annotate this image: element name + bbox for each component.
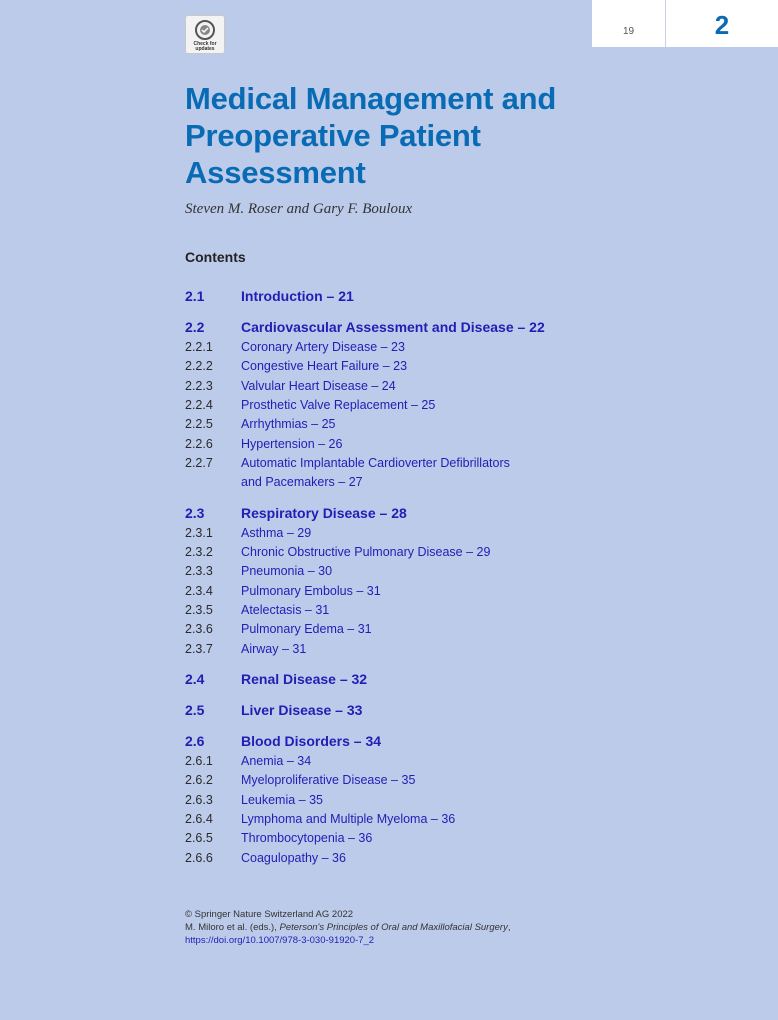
toc-number: 2.6.5 [185, 831, 213, 845]
doi-link[interactable]: https://doi.org/10.1007/978-3-030-91920-7_2 [185, 935, 375, 946]
toc-number: 2.3.7 [185, 642, 213, 656]
toc-title: Introduction – 21 [241, 288, 354, 304]
chapter-number: 2 [666, 0, 778, 47]
toc-title: Coronary Artery Disease – 23 [241, 340, 405, 354]
toc-title: and Pacemakers – 27 [241, 475, 363, 489]
toc-title: Asthma – 29 [241, 526, 312, 540]
citation [185, 921, 605, 934]
toc-title: Leukemia – 35 [241, 793, 324, 807]
toc-title: Pneumonia – 30 [241, 564, 333, 578]
toc-number: 2.6.6 [185, 851, 213, 865]
toc-title: Automatic Implantable Cardioverter Defibrillators [241, 456, 510, 470]
toc-number: 2.5 [185, 702, 205, 718]
toc-number: 2.1 [185, 288, 205, 304]
toc-title: Coagulopathy – 36 [241, 851, 346, 865]
citation-prefix: M. Miloro et al. (eds.), [185, 922, 280, 933]
citation-book: Peterson's Principles of Oral and Maxillofacial Surgery [279, 922, 508, 933]
check-updates-icon [194, 19, 216, 41]
toc-title: Hypertension – 26 [241, 437, 343, 451]
toc-title: Thrombocytopenia – 36 [241, 831, 373, 845]
toc-number: 2.2.3 [185, 379, 213, 393]
toc-title: Cardiovascular Assessment and Disease – 22 [241, 319, 545, 335]
toc-title: Chronic Obstructive Pulmonary Disease – 29 [241, 545, 491, 559]
footer [185, 908, 605, 947]
toc-title: Blood Disorders – 34 [241, 733, 382, 749]
toc-title: Pulmonary Edema – 31 [241, 622, 372, 636]
toc-number: 2.2.6 [185, 437, 213, 451]
page-number: 19 [592, 0, 666, 47]
toc-number: 2.6 [185, 733, 205, 749]
citation-suffix: , [507, 922, 511, 933]
toc-number: 2.6.1 [185, 754, 213, 768]
badge-label: Check for updates [193, 41, 217, 52]
toc-title: Anemia – 34 [241, 754, 312, 768]
toc-number: 2.2.2 [185, 359, 213, 373]
check-for-updates-badge[interactable] [185, 15, 225, 54]
toc-number: 2.4 [185, 671, 205, 687]
toc-number: 2.2.1 [185, 340, 213, 354]
toc-number: 2.6.2 [185, 773, 213, 787]
toc-number: 2.2.5 [185, 417, 213, 431]
toc-number: 2.3.4 [185, 584, 213, 598]
toc-title: Valvular Heart Disease – 24 [241, 379, 396, 393]
toc-number: 2.3 [185, 505, 205, 521]
toc-number: 2.3.1 [185, 526, 213, 540]
toc-title: Lymphoma and Multiple Myeloma – 36 [241, 812, 456, 826]
contents-heading: Contents [185, 249, 246, 265]
toc-title: Renal Disease – 32 [241, 671, 368, 687]
toc-title: Atelectasis – 31 [241, 603, 330, 617]
toc-title: Arrhythmias – 25 [241, 417, 336, 431]
toc-number: 2.2.4 [185, 398, 213, 412]
toc-number: 2.3.6 [185, 622, 213, 636]
toc-number: 2.6.4 [185, 812, 213, 826]
toc-title: Pulmonary Embolus – 31 [241, 584, 381, 598]
toc-title: Airway – 31 [241, 642, 307, 656]
toc-title: Liver Disease – 33 [241, 702, 363, 718]
toc-number: 2.3.3 [185, 564, 213, 578]
chapter-title: Medical Management and Preoperative Patient Assessment [185, 81, 557, 190]
toc-number: 2.2 [185, 319, 205, 335]
toc-title: Prosthetic Valve Replacement – 25 [241, 398, 436, 412]
toc-title: Congestive Heart Failure – 23 [241, 359, 408, 373]
toc-title: Respiratory Disease – 28 [241, 505, 407, 521]
toc-number: 2.3.5 [185, 603, 213, 617]
authors: Steven M. Roser and Gary F. Bouloux [185, 201, 413, 217]
toc-title: Myeloproliferative Disease – 35 [241, 773, 416, 787]
copyright: © Springer Nature Switzerland AG 2022 [185, 909, 354, 920]
toc-number: 2.2.7 [185, 456, 213, 470]
toc-number: 2.6.3 [185, 793, 213, 807]
toc-number: 2.3.2 [185, 545, 213, 559]
